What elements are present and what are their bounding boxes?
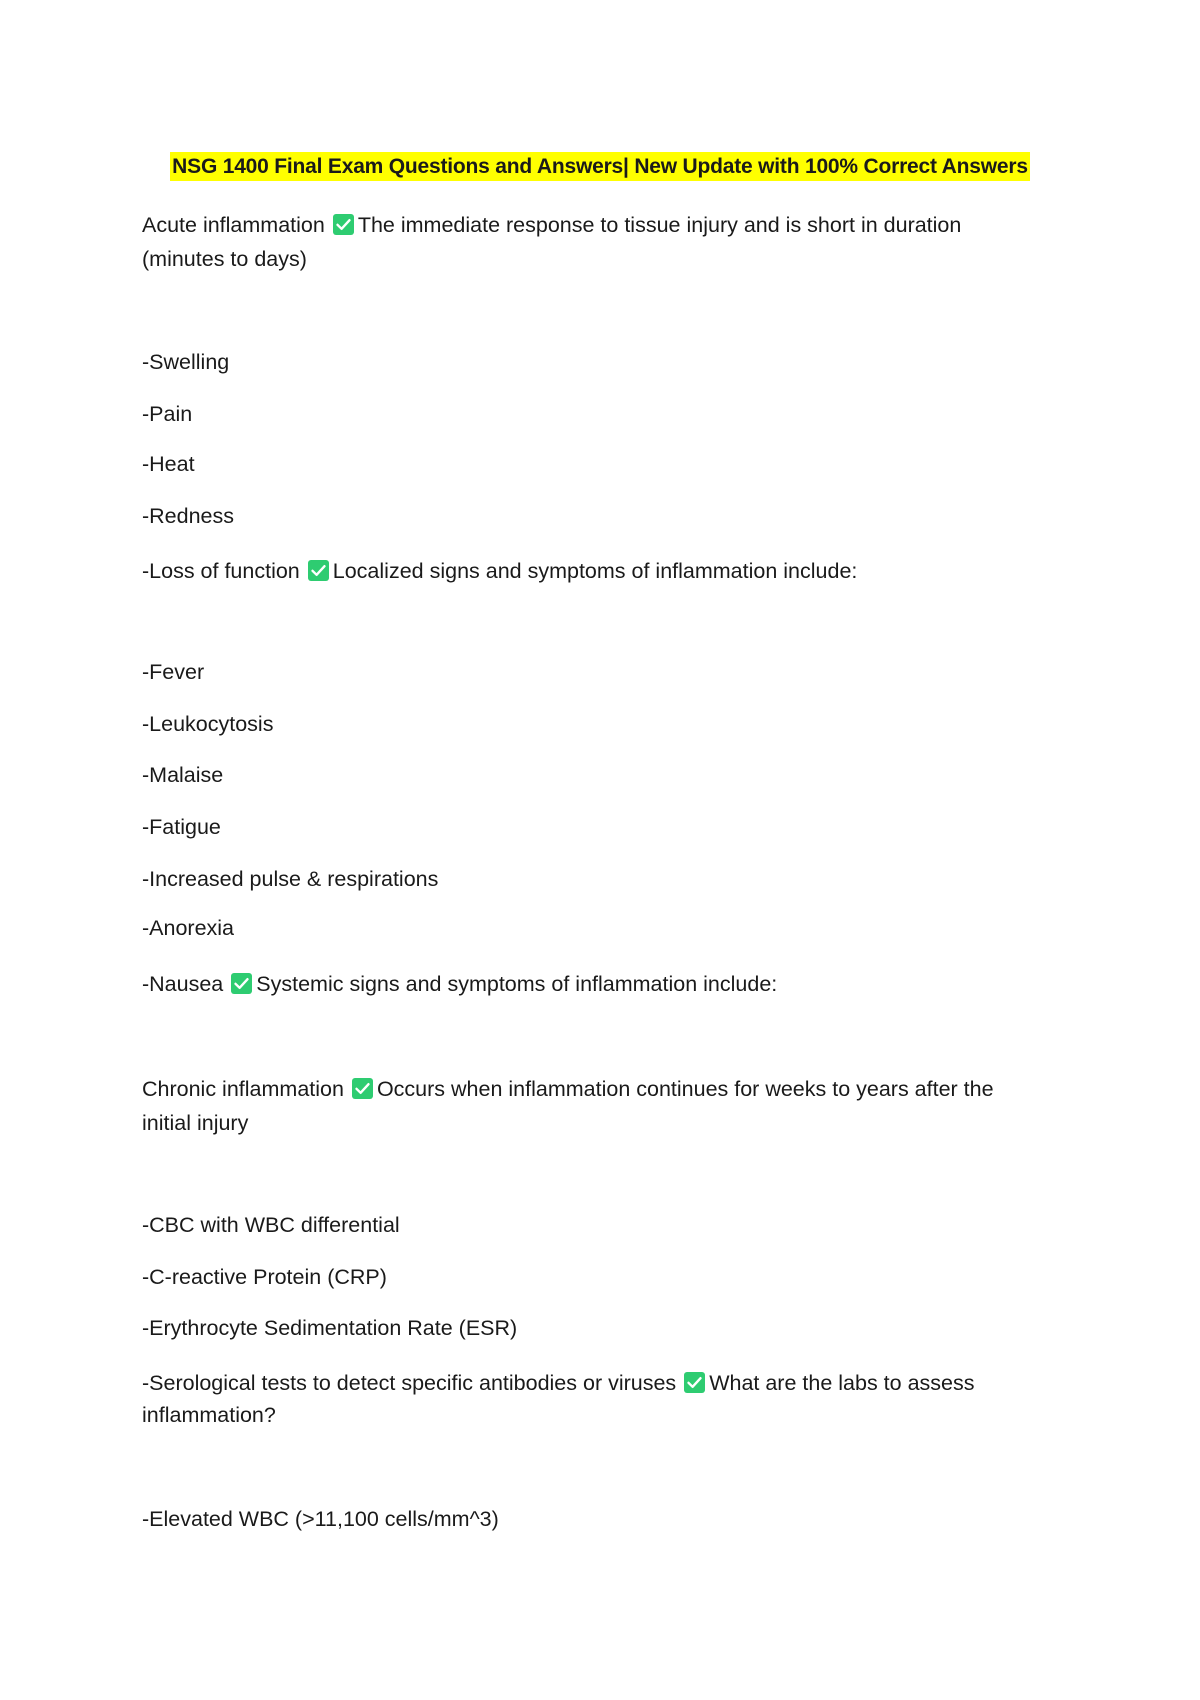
list-item: -Fatigue xyxy=(142,815,221,839)
answer: What are the labs to assess xyxy=(709,1371,975,1395)
answer-continuation: initial injury xyxy=(142,1111,249,1135)
check-mark-icon xyxy=(352,1078,373,1099)
list-item: -Redness xyxy=(142,504,235,528)
list-item: -C-reactive Protein (CRP) xyxy=(142,1265,387,1289)
qa-localized-signs xyxy=(142,554,857,588)
qa-acute-inflammation-cont xyxy=(142,242,307,276)
term: Chronic inflammation xyxy=(142,1077,344,1101)
qa-systemic-signs xyxy=(142,967,777,1001)
list-item: -Fever xyxy=(142,660,205,684)
check-mark-icon xyxy=(684,1372,705,1393)
qa-chronic-inflammation xyxy=(142,1072,994,1106)
check-mark-icon xyxy=(231,973,252,994)
list-item: -Anorexia xyxy=(142,916,235,940)
answer-continuation: (minutes to days) xyxy=(142,247,307,271)
qa-chronic-inflammation-cont xyxy=(142,1106,248,1140)
term: -Serological tests to detect specific antibodies or viruses xyxy=(142,1371,677,1395)
answer-continuation: inflammation? xyxy=(142,1403,276,1427)
list-item: -Pain xyxy=(142,402,193,426)
term: Acute inflammation xyxy=(142,213,325,237)
qa-labs-inflammation-cont xyxy=(142,1398,276,1432)
highlighted-title-text: NSG 1400 Final Exam Questions and Answers| New Update with 100% Correct Answers xyxy=(170,152,1030,181)
answer: Localized signs and symptoms of inflammation include: xyxy=(332,559,858,583)
term: -Loss of function xyxy=(142,559,300,583)
list-item: -Elevated WBC (>11,100 cells/mm^3) xyxy=(142,1507,499,1531)
document-title xyxy=(0,155,1200,179)
qa-acute-inflammation xyxy=(142,208,961,242)
term: -Nausea xyxy=(142,972,224,996)
check-mark-icon xyxy=(308,560,329,581)
list-item: -CBC with WBC differential xyxy=(142,1213,400,1237)
list-item: -Swelling xyxy=(142,350,230,374)
answer: Systemic signs and symptoms of inflammation include: xyxy=(256,972,778,996)
qa-labs-inflammation xyxy=(142,1366,974,1400)
answer: The immediate response to tissue injury and is short in duration xyxy=(357,213,962,237)
list-item: -Erythrocyte Sedimentation Rate (ESR) xyxy=(142,1316,518,1340)
answer: Occurs when inflammation continues for weeks to years after the xyxy=(376,1077,994,1101)
list-item: -Heat xyxy=(142,452,195,476)
check-mark-icon xyxy=(333,214,354,235)
list-item: -Increased pulse & respirations xyxy=(142,867,439,891)
list-item: -Leukocytosis xyxy=(142,712,274,736)
list-item: -Malaise xyxy=(142,763,224,787)
